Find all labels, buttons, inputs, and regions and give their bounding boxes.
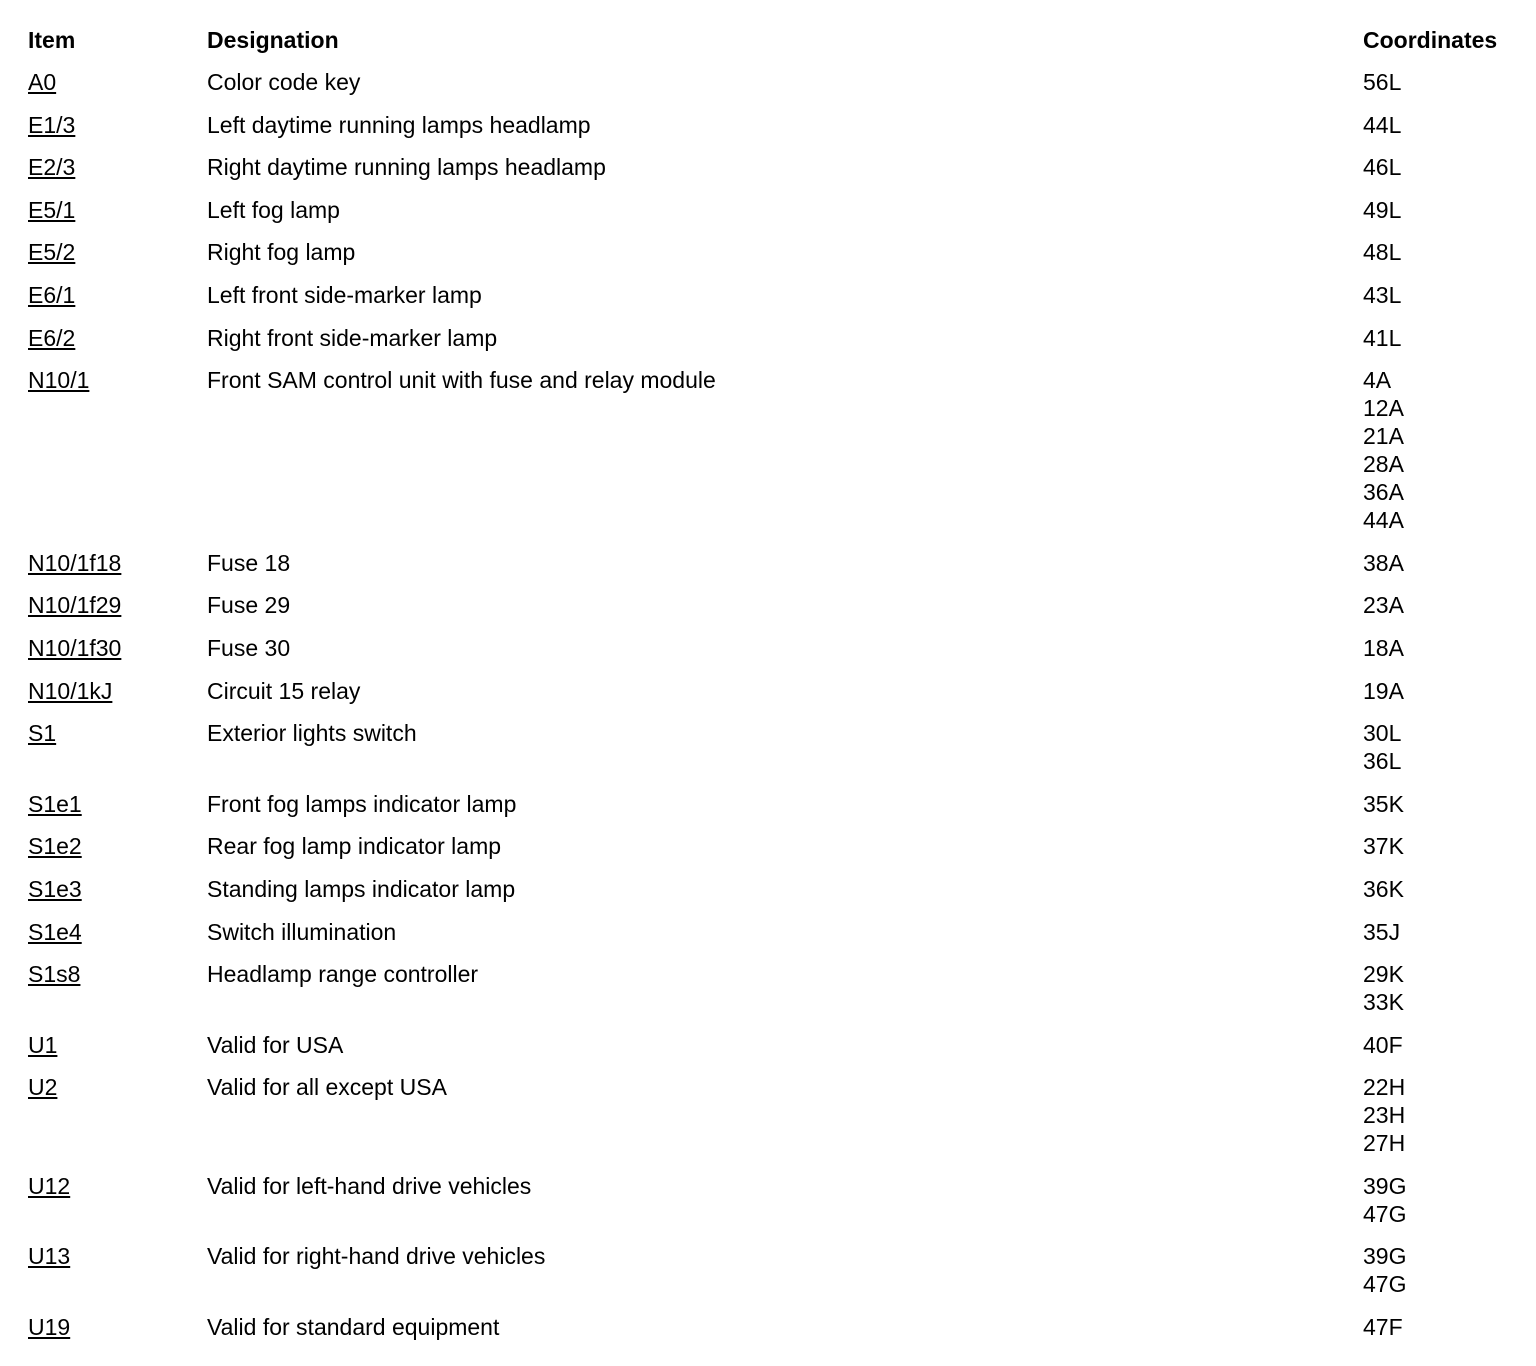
coordinate-value: 28A: [1363, 451, 1404, 478]
item-link[interactable]: S1e3: [28, 875, 82, 902]
coordinate-value: 12A: [1363, 395, 1404, 422]
item-cell: [28, 281, 207, 309]
item-cell: [28, 68, 207, 96]
coordinate-value: 4A: [1363, 367, 1392, 394]
item-cell: [28, 549, 207, 577]
coordinates-cell: [1363, 196, 1528, 224]
coordinates-cell: [1363, 281, 1528, 309]
coordinates-cell: [1363, 324, 1528, 352]
coordinates-cell: [1363, 238, 1528, 266]
coordinate-value: 44A: [1363, 507, 1404, 534]
table-row: [28, 591, 1528, 619]
coordinate-value: 39G: [1363, 1172, 1407, 1199]
table-row: [28, 875, 1528, 903]
coordinates-cell: [1363, 111, 1528, 139]
item-link[interactable]: U12: [28, 1172, 71, 1199]
item-link[interactable]: E6/2: [28, 324, 76, 351]
table-row: [28, 196, 1528, 224]
table-header: [28, 26, 1528, 56]
item-cell: [28, 1313, 207, 1341]
item-link[interactable]: S1e4: [28, 918, 82, 945]
coordinate-value: 36L: [1363, 748, 1402, 775]
header-item: Item: [28, 27, 76, 53]
coordinates-cell: [1363, 549, 1528, 577]
designation-cell: Right daytime running lamps headlamp: [207, 154, 606, 181]
item-link[interactable]: U2: [28, 1074, 58, 1101]
coordinates-cell: [1363, 1242, 1528, 1298]
coordinates-cell: [1363, 875, 1528, 903]
item-cell: [28, 366, 207, 534]
designation-cell: Valid for all except USA: [207, 1074, 447, 1101]
coordinates-cell: [1363, 832, 1528, 860]
legend-table: [28, 26, 1528, 1356]
table-row: [28, 238, 1528, 266]
table-row: [28, 634, 1528, 662]
item-cell: [28, 1172, 207, 1228]
item-cell: [28, 790, 207, 818]
table-row: [28, 832, 1528, 860]
designation-cell: Right front side-marker lamp: [207, 324, 498, 351]
coordinates-cell: [1363, 1073, 1528, 1157]
table-row: [28, 719, 1528, 775]
coordinate-value: 49L: [1363, 196, 1402, 223]
coordinate-value: 38A: [1363, 549, 1404, 576]
table-row: [28, 281, 1528, 309]
designation-cell: Front SAM control unit with fuse and relay module: [207, 367, 716, 394]
table-row: [28, 1031, 1528, 1059]
table-row: [28, 960, 1528, 1016]
item-link[interactable]: E6/1: [28, 281, 76, 308]
table-row: [28, 790, 1528, 818]
designation-cell: Fuse 29: [207, 592, 291, 619]
header-coordinates: Coordinates: [1363, 27, 1498, 53]
item-link[interactable]: E5/1: [28, 196, 76, 223]
table-row: [28, 1073, 1528, 1157]
coordinates-cell: [1363, 1172, 1528, 1228]
coordinate-value: 43L: [1363, 281, 1402, 308]
item-cell: [28, 1031, 207, 1059]
item-cell: [28, 960, 207, 1016]
designation-cell: Left daytime running lamps headlamp: [207, 111, 591, 138]
coordinates-cell: [1363, 634, 1528, 662]
item-cell: [28, 832, 207, 860]
table-row: [28, 111, 1528, 139]
item-link[interactable]: N10/1f18: [28, 549, 122, 576]
item-cell: [28, 324, 207, 352]
item-cell: [28, 111, 207, 139]
designation-cell: Standing lamps indicator lamp: [207, 875, 516, 902]
coordinates-cell: [1363, 68, 1528, 96]
table-row: [28, 677, 1528, 705]
coordinate-value: 35K: [1363, 790, 1404, 817]
coordinate-value: 44L: [1363, 111, 1402, 138]
coordinate-value: 30L: [1363, 720, 1402, 747]
coordinate-value: 36K: [1363, 875, 1404, 902]
coordinates-cell: [1363, 960, 1528, 1016]
coordinate-value: 56L: [1363, 69, 1402, 95]
coordinate-value: 47F: [1363, 1314, 1403, 1341]
coordinate-value: 22H: [1363, 1074, 1406, 1101]
header-designation: Designation: [207, 27, 339, 53]
item-link[interactable]: S1e2: [28, 833, 82, 860]
item-cell: [28, 875, 207, 903]
item-cell: [28, 591, 207, 619]
designation-cell: Exterior lights switch: [207, 720, 417, 747]
coordinate-value: 46L: [1363, 154, 1402, 181]
coordinate-value: 37K: [1363, 833, 1404, 860]
coordinate-value: 29K: [1363, 961, 1404, 988]
coordinates-cell: [1363, 153, 1528, 181]
designation-cell: Left front side-marker lamp: [207, 281, 482, 308]
item-cell: [28, 238, 207, 266]
item-link[interactable]: N10/1f30: [28, 634, 122, 661]
item-link[interactable]: S1e1: [28, 790, 82, 817]
designation-cell: Valid for left-hand drive vehicles: [207, 1172, 532, 1199]
coordinate-value: 35J: [1363, 918, 1401, 945]
coordinates-cell: [1363, 719, 1528, 775]
coordinates-cell: [1363, 677, 1528, 705]
item-cell: [28, 1073, 207, 1157]
item-link[interactable]: U19: [28, 1314, 71, 1341]
designation-cell: Rear fog lamp indicator lamp: [207, 833, 502, 860]
item-cell: [28, 918, 207, 946]
table-row: [28, 1172, 1528, 1228]
coordinates-cell: [1363, 790, 1528, 818]
item-cell: [28, 677, 207, 705]
coordinate-value: 41L: [1363, 324, 1402, 351]
coordinate-value: 33K: [1363, 989, 1404, 1016]
coordinates-cell: [1363, 918, 1528, 946]
item-cell: [28, 153, 207, 181]
designation-cell: Circuit 15 relay: [207, 677, 361, 704]
coordinate-value: 21A: [1363, 423, 1404, 450]
designation-cell: Valid for USA: [207, 1031, 344, 1058]
item-cell: [28, 634, 207, 662]
designation-cell: Fuse 18: [207, 549, 291, 576]
coordinate-value: 23A: [1363, 592, 1404, 619]
designation-cell: Left fog lamp: [207, 196, 340, 223]
coordinate-value: 18A: [1363, 634, 1404, 661]
item-link[interactable]: E5/2: [28, 239, 76, 266]
designation-cell: Color code key: [207, 69, 361, 95]
coordinates-cell: [1363, 591, 1528, 619]
item-cell: [28, 719, 207, 775]
table-row: [28, 1313, 1528, 1341]
coordinate-value: 27H: [1363, 1130, 1406, 1157]
item-link[interactable]: N10/1kJ: [28, 677, 113, 704]
item-cell: [28, 196, 207, 224]
table-row: [28, 324, 1528, 352]
item-link[interactable]: A0: [28, 69, 57, 95]
designation-cell: Valid for standard equipment: [207, 1314, 500, 1341]
table-row: [28, 153, 1528, 181]
item-cell: [28, 1242, 207, 1298]
table-body: [28, 68, 1528, 1341]
table-row: [28, 366, 1528, 534]
table-row: [28, 1242, 1528, 1298]
designation-cell: Switch illumination: [207, 918, 397, 945]
item-link[interactable]: E2/3: [28, 154, 76, 181]
coordinates-cell: [1363, 366, 1528, 534]
item-link[interactable]: N10/1: [28, 367, 90, 394]
item-link[interactable]: E1/3: [28, 111, 76, 138]
designation-cell: Right fog lamp: [207, 239, 356, 266]
coordinate-value: 47G: [1363, 1200, 1407, 1227]
coordinate-value: 48L: [1363, 239, 1402, 266]
coordinate-value: 36A: [1363, 479, 1404, 506]
item-link[interactable]: U1: [28, 1031, 58, 1058]
coordinate-value: 47G: [1363, 1271, 1407, 1298]
coordinate-value: 39G: [1363, 1243, 1407, 1270]
coordinates-cell: [1363, 1031, 1528, 1059]
designation-cell: Front fog lamps indicator lamp: [207, 790, 517, 817]
item-link[interactable]: N10/1f29: [28, 592, 122, 619]
table-row: [28, 68, 1528, 96]
coordinates-cell: [1363, 1313, 1528, 1341]
designation-cell: Fuse 30: [207, 634, 291, 661]
item-link[interactable]: S1: [28, 720, 57, 747]
item-link[interactable]: U13: [28, 1243, 71, 1270]
table-row: [28, 918, 1528, 946]
designation-cell: Valid for right-hand drive vehicles: [207, 1243, 546, 1270]
table-row: [28, 549, 1528, 577]
coordinate-value: 40F: [1363, 1031, 1403, 1058]
item-link[interactable]: S1s8: [28, 961, 81, 988]
designation-cell: Headlamp range controller: [207, 961, 479, 988]
coordinate-value: 23H: [1363, 1102, 1406, 1129]
coordinate-value: 19A: [1363, 677, 1404, 704]
